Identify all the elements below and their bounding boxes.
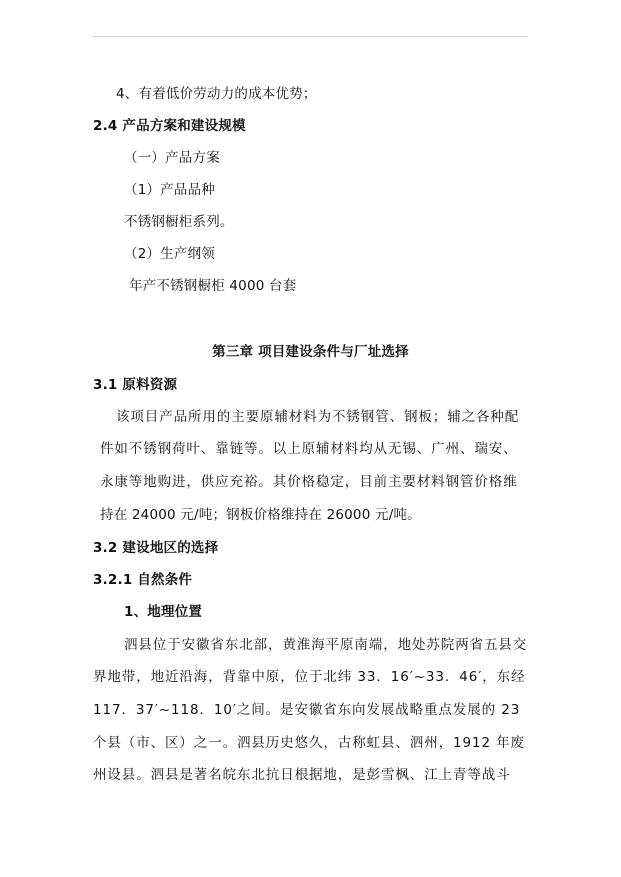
paragraph-line: 持在 24000 元/吨；钢板价格维持在 26000 元/吨。 xyxy=(100,507,421,523)
paragraph-line: 个县（市、区）之一。泗县历史悠久，古称虹县、泗州，1912 年废 xyxy=(93,735,525,751)
paragraph-line: 州设县。泗县是著名皖东北抗日根据地，是彭雪枫、江上青等战斗 xyxy=(93,767,511,783)
paragraph-line: 件如不锈钢荷叶、靠链等。以上原辅材料均从无锡、广州、瑞安、 xyxy=(100,441,518,457)
list-item-cost-advantage: 4、有着低价劳动力的成本优势； xyxy=(116,86,317,102)
subheading-geographic-location: 1、地理位置 xyxy=(124,604,203,620)
header-rule xyxy=(92,36,528,37)
paragraph-line: 永康等地购进，供应充裕。其价格稳定，目前主要材料钢管价格维 xyxy=(100,474,518,490)
section-heading-2-4: 2.4 产品方案和建设规模 xyxy=(93,118,246,134)
paragraph-line: 该项目产品所用的主要原辅材料为不锈钢管、钢板；辅之各种配 xyxy=(116,409,520,425)
section-heading-3-1: 3.1 原料资源 xyxy=(93,377,178,393)
paragraph-line: 界地带，地近沿海，背靠中原，位于北纬 33．16′~33．46′，东经 xyxy=(93,669,526,685)
text-product-series: 不锈钢橱柜系列。 xyxy=(124,214,234,230)
text-annual-output: 年产不锈钢橱柜 4000 台套 xyxy=(129,278,297,294)
section-heading-3-2: 3.2 建设地区的选择 xyxy=(93,540,219,556)
item-production-program: （2）生产纲领 xyxy=(124,246,215,262)
chapter-title: 第三章 项目建设条件与厂址选择 xyxy=(212,344,409,360)
paragraph-line: 117．37′~118．10′之间。是安徽省东向发展战略重点发展的 23 xyxy=(93,702,521,718)
subsection-product-plan: （一）产品方案 xyxy=(124,150,220,166)
paragraph-line: 泗县位于安徽省东北部，黄淮海平原南端，地处苏院两省五县交 xyxy=(124,637,528,653)
item-product-variety: （1）产品品种 xyxy=(124,182,215,198)
section-heading-3-2-1: 3.2.1 自然条件 xyxy=(93,572,193,588)
